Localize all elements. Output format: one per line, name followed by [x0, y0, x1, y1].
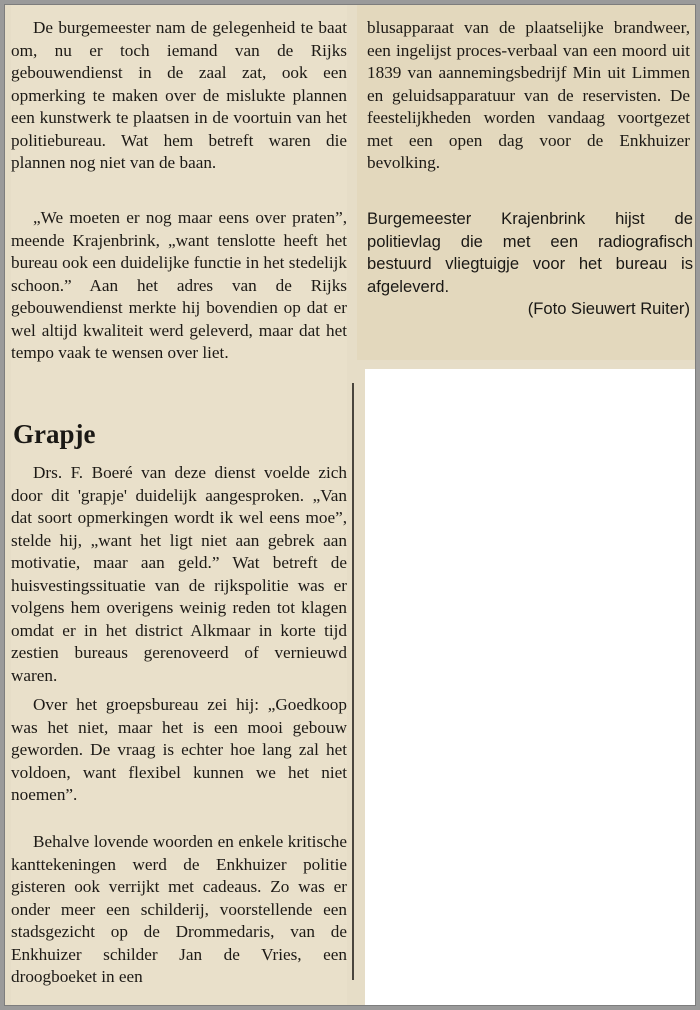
section-heading: Grapje [13, 419, 96, 449]
paragraph-4: Over het groepsbureau zei hij: „Goedkoop was het niet, maar het is een mooi gebouw geworden. De vraag is echter hoe lang zal het voldoen, want flexibel kunnen we het niet noemen”. [11, 695, 347, 804]
paragraph-2: „We moeten er nog maar eens over praten”, meende Krajenbrink, „want tenslotte heeft het bureau ook een duidelijke functie in het stedelijk schoon.” Aan het adres van de Rijks gebouwendienst merkte hij bovendien op dat er wel altijd kwaliteit werd geleverd, maar dat het tempo vaak te wensen over liet. [11, 208, 347, 362]
paragraph-5: Behalve lovende woorden en enkele kritische kanttekeningen werd de Enkhuizer politie gisteren ook verrijkt met cadeaus. Zo was er onder meer een schilderij, voorstellende een stadsgezicht op de Drommedaris, van de Enkhuizer schilder Jan de Vries, een droogboeket in een [11, 832, 347, 986]
column-divider [352, 383, 354, 980]
newspaper-clipping [5, 5, 695, 1005]
paragraph-1: De burgemeester nam de gelegenheid te baat om, nu er toch iemand van de Rijks gebouwendienst in de zaal zat, ook een opmerking te maken over de mislukte plannen een kunstwerk te plaatsen in de voortuin van het politiebureau. Wat hem betreft waren die plannen nog niet van de baan. [11, 18, 347, 172]
left-column [11, 5, 347, 1005]
photo-caption: Burgemeester Krajenbrink hijst de politievlag die met een radiografisch bestuurd vliegtuigje voor het bureau is afgeleverd. [367, 209, 693, 296]
paragraph-3: Drs. F. Boeré van deze dienst voelde zich door dit 'grapje' duidelijk aangesproken. „Van dat soort opmerkingen wordt ik wel eens moe”, stelde hij, „want het ligt niet aan gebrek aan motivatie, maar aan geld.” Wat betreft de huisvestingssituatie van de rijkspolitie was er volgens hem overigens weinig reden tot klagen omdat er in het district Alkmaar in korte tijd zestien bureaus gerenoveerd of vernieuwd waren. [11, 463, 347, 685]
right-paragraph-1: blusapparaat van de plaatselijke brandweer, een ingelijst proces-verbaal van een moord uit 1839 van aannemingsbedrijf Min uit Limmen en geluidsapparatuur van de reservisten. De feestelijkheden worden vandaag voortgezet met een open dag voor de Enkhuizer bevolking. [367, 18, 690, 172]
right-column [357, 5, 695, 360]
photo-credit: (Foto Sieuwert Ruiter) [527, 299, 690, 318]
photo-placeholder [365, 369, 695, 1005]
